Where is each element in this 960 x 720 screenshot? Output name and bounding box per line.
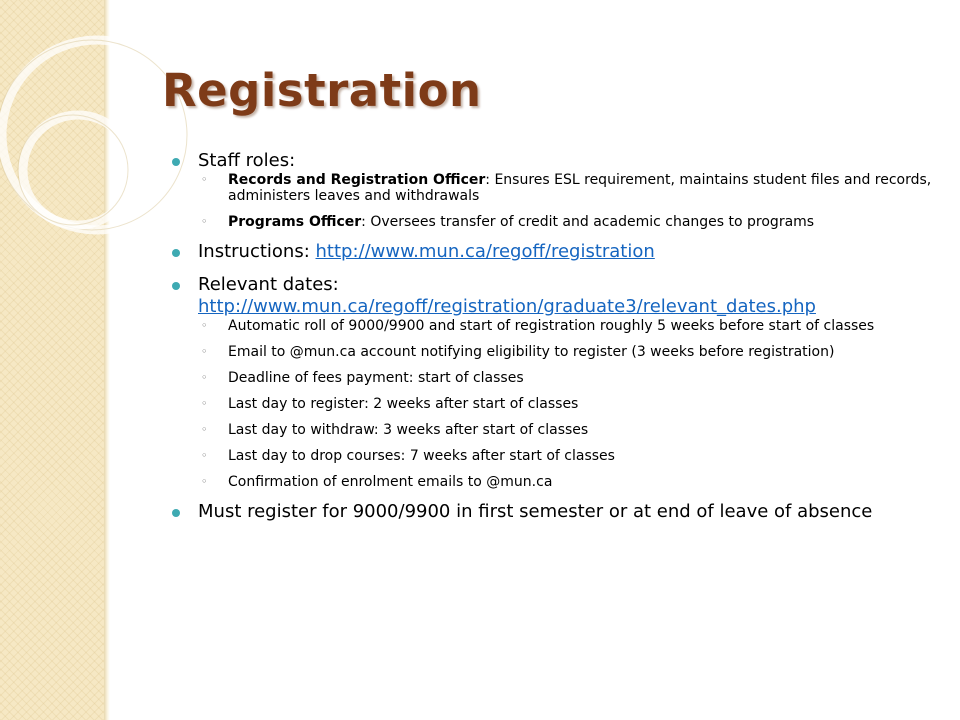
list-item [198,318,938,334]
date-item-text: Deadline of fees payment: start of classes [228,370,524,386]
role-description: : Oversees transfer of credit and academic changes to programs [361,214,815,230]
role-term: Programs Officer [228,214,362,230]
list-item [198,172,938,204]
bullet-dot-icon [172,509,180,517]
role-term: Records and Registration Officer [228,172,486,188]
role-description: : Ensures ESL requirement, maintains student files and records, administers leaves and withdrawals [228,172,932,204]
instructions-link[interactable]: http://www.mun.ca/regoff/registration [315,241,655,262]
sub-bullet-ring-icon: ◦ [201,345,208,358]
relevant-dates-link[interactable]: http://www.mun.ca/regoff/registration/graduate3/relevant_dates.php [198,296,816,317]
instructions-label: Instructions: [198,241,316,262]
list-item [198,370,938,386]
staff-roles-sublist [198,172,938,230]
bullet-dot-icon [172,282,180,290]
list-item [198,474,938,490]
date-item-text: Email to @mun.ca account notifying eligibility to register (3 weeks before registration) [228,344,835,360]
date-item-text: Last day to withdraw: 3 weeks after start of classes [228,422,589,438]
sub-bullet-ring-icon: ◦ [201,449,208,462]
date-item-text: Last day to drop courses: 7 weeks after start of classes [228,448,615,464]
relevant-dates-sublist [198,318,938,490]
bullet-staff-roles [168,150,938,230]
must-register-text: Must register for 9000/9900 in first semester or at end of leave of absence [198,501,873,522]
date-item-text: Last day to register: 2 weeks after start of classes [228,396,579,412]
sub-bullet-ring-icon: ◦ [201,215,208,228]
sub-bullet-ring-icon: ◦ [201,423,208,436]
sub-bullet-ring-icon: ◦ [201,475,208,488]
staff-roles-label: Staff roles: [198,150,296,171]
bullet-dot-icon [172,158,180,166]
slide-content [168,150,938,523]
side-panel-edge [104,0,110,720]
sub-bullet-ring-icon: ◦ [201,173,208,186]
bullet-list [168,150,938,523]
slide-title: Registration [162,64,482,117]
list-item [198,396,938,412]
bullet-relevant-dates [168,274,938,490]
sub-bullet-ring-icon: ◦ [201,319,208,332]
bullet-dot-icon [172,249,180,257]
relevant-dates-label: Relevant dates: [198,274,339,295]
list-item [198,448,938,464]
sub-bullet-ring-icon: ◦ [201,371,208,384]
list-item [198,214,938,230]
date-item-text: Automatic roll of 9000/9900 and start of registration roughly 5 weeks before start of classes [228,318,875,334]
date-item-text: Confirmation of enrolment emails to @mun.ca [228,474,553,490]
bullet-must-register [168,501,938,523]
bullet-instructions [168,241,938,263]
list-item [198,422,938,438]
list-item [198,344,938,360]
side-decoration-panel [0,0,104,720]
sub-bullet-ring-icon: ◦ [201,397,208,410]
